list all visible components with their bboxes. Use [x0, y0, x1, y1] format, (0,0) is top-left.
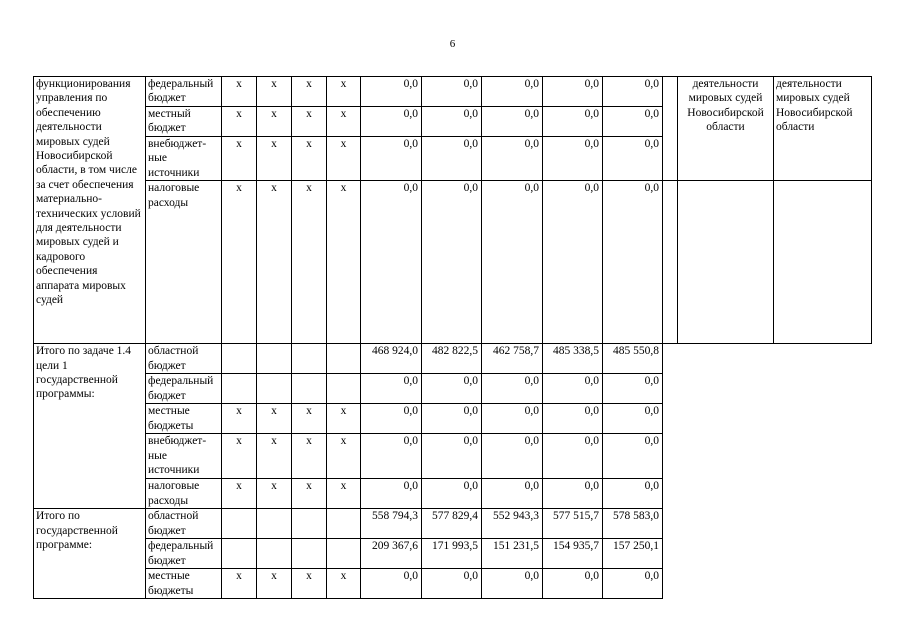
- value-cell: 0,0: [482, 77, 543, 107]
- value-cell: 0,0: [543, 404, 603, 434]
- empty-cell: [678, 181, 774, 344]
- funding-source: федеральный бюджет: [146, 539, 222, 569]
- x-mark: х: [257, 404, 292, 434]
- empty-cell: [222, 344, 257, 374]
- value-cell: 0,0: [543, 137, 603, 181]
- funding-source: местные бюджеты: [146, 569, 222, 599]
- value-cell: 0,0: [603, 77, 663, 107]
- value-cell: 0,0: [543, 374, 603, 404]
- value-cell: 0,0: [603, 434, 663, 479]
- value-cell: 482 822,5: [422, 344, 482, 374]
- x-mark: х: [292, 479, 327, 509]
- executor-cell: деятельности мировых судей Новосибирской области: [774, 77, 872, 181]
- x-mark: х: [327, 77, 361, 107]
- empty-cell: [222, 509, 257, 539]
- value-cell: 0,0: [422, 569, 482, 599]
- x-mark: х: [257, 181, 292, 344]
- value-cell: 0,0: [422, 404, 482, 434]
- value-cell: 558 794,3: [361, 509, 422, 539]
- row-label: функционирования управления по обеспечению деятельности мировых судей Новосибирской области, в том числе за счет обеспечения материально-технических условий для деятельности мировых судей и кадрового обеспечения аппарата мировых судей: [34, 77, 146, 344]
- value-cell: 0,0: [482, 181, 543, 344]
- x-mark: х: [292, 77, 327, 107]
- empty-cell: [292, 509, 327, 539]
- x-mark: х: [292, 434, 327, 479]
- value-cell: 0,0: [422, 479, 482, 509]
- value-cell: 0,0: [543, 434, 603, 479]
- value-cell: 485 550,8: [603, 344, 663, 374]
- value-cell: 577 515,7: [543, 509, 603, 539]
- table-row: [34, 77, 872, 107]
- value-cell: 462 758,7: [482, 344, 543, 374]
- value-cell: 0,0: [422, 77, 482, 107]
- value-cell: 552 943,3: [482, 509, 543, 539]
- x-mark: х: [327, 137, 361, 181]
- empty-cell: [257, 344, 292, 374]
- funding-source: областной бюджет: [146, 344, 222, 374]
- x-mark: х: [222, 404, 257, 434]
- value-cell: 0,0: [422, 374, 482, 404]
- value-cell: 0,0: [603, 479, 663, 509]
- value-cell: 0,0: [603, 374, 663, 404]
- empty-cell: [257, 374, 292, 404]
- value-cell: 0,0: [361, 181, 422, 344]
- value-cell: 0,0: [543, 181, 603, 344]
- value-cell: 0,0: [361, 107, 422, 137]
- value-cell: 0,0: [361, 374, 422, 404]
- value-cell: 0,0: [422, 137, 482, 181]
- funding-source: внебюджет-ные источники: [146, 137, 222, 181]
- executor-cell: деятельности мировых судей Новосибирской области: [678, 77, 774, 181]
- value-cell: 0,0: [482, 374, 543, 404]
- value-cell: 157 250,1: [603, 539, 663, 569]
- value-cell: 0,0: [361, 479, 422, 509]
- x-mark: х: [292, 137, 327, 181]
- value-cell: 0,0: [482, 404, 543, 434]
- x-mark: х: [222, 479, 257, 509]
- x-mark: х: [222, 181, 257, 344]
- blank-area: [663, 344, 872, 599]
- value-cell: 171 993,5: [422, 539, 482, 569]
- value-cell: 0,0: [361, 77, 422, 107]
- value-cell: 209 367,6: [361, 539, 422, 569]
- funding-source: налоговые расходы: [146, 479, 222, 509]
- empty-cell: [327, 539, 361, 569]
- value-cell: 0,0: [361, 569, 422, 599]
- spacer-cell: [663, 77, 678, 181]
- value-cell: 468 924,0: [361, 344, 422, 374]
- x-mark: х: [257, 479, 292, 509]
- x-mark: х: [292, 107, 327, 137]
- value-cell: 0,0: [482, 107, 543, 137]
- page-number: 6: [449, 38, 456, 50]
- value-cell: 0,0: [422, 181, 482, 344]
- empty-cell: [257, 539, 292, 569]
- value-cell: 154 935,7: [543, 539, 603, 569]
- value-cell: 578 583,0: [603, 509, 663, 539]
- empty-cell: [774, 181, 872, 344]
- x-mark: х: [327, 569, 361, 599]
- x-mark: х: [292, 569, 327, 599]
- row-label: Итого по государственной программе:: [34, 509, 146, 599]
- x-mark: х: [327, 434, 361, 479]
- x-mark: х: [327, 107, 361, 137]
- x-mark: х: [292, 181, 327, 344]
- empty-cell: [292, 344, 327, 374]
- x-mark: х: [327, 404, 361, 434]
- value-cell: 485 338,5: [543, 344, 603, 374]
- funding-source: федеральный бюджет: [146, 374, 222, 404]
- empty-cell: [327, 344, 361, 374]
- value-cell: 0,0: [361, 137, 422, 181]
- funding-source: федеральный бюджет: [146, 77, 222, 107]
- value-cell: 0,0: [543, 479, 603, 509]
- x-mark: х: [257, 434, 292, 479]
- x-mark: х: [257, 137, 292, 181]
- empty-cell: [292, 539, 327, 569]
- table-row: [34, 181, 872, 344]
- x-mark: х: [257, 107, 292, 137]
- value-cell: 0,0: [603, 107, 663, 137]
- x-mark: х: [257, 77, 292, 107]
- value-cell: 151 231,5: [482, 539, 543, 569]
- x-mark: х: [222, 107, 257, 137]
- funding-source: налоговые расходы: [146, 181, 222, 344]
- value-cell: 0,0: [482, 479, 543, 509]
- x-mark: х: [222, 137, 257, 181]
- x-mark: х: [327, 479, 361, 509]
- empty-cell: [257, 509, 292, 539]
- spacer-cell: [663, 181, 678, 344]
- value-cell: 0,0: [422, 107, 482, 137]
- value-cell: 0,0: [482, 137, 543, 181]
- value-cell: 0,0: [603, 404, 663, 434]
- x-mark: х: [222, 569, 257, 599]
- x-mark: х: [292, 404, 327, 434]
- x-mark: х: [222, 434, 257, 479]
- table-row: [34, 344, 872, 374]
- value-cell: 0,0: [543, 569, 603, 599]
- x-mark: х: [327, 181, 361, 344]
- empty-cell: [327, 509, 361, 539]
- funding-source: внебюджет-ные источники: [146, 434, 222, 479]
- funding-source: областной бюджет: [146, 509, 222, 539]
- value-cell: 0,0: [603, 181, 663, 344]
- value-cell: 0,0: [361, 404, 422, 434]
- empty-cell: [222, 539, 257, 569]
- value-cell: 0,0: [422, 434, 482, 479]
- empty-cell: [222, 374, 257, 404]
- value-cell: 0,0: [361, 434, 422, 479]
- value-cell: 577 829,4: [422, 509, 482, 539]
- funding-source: местные бюджеты: [146, 404, 222, 434]
- funding-source: местный бюджет: [146, 107, 222, 137]
- value-cell: 0,0: [482, 569, 543, 599]
- value-cell: 0,0: [603, 569, 663, 599]
- row-label: Итого по задаче 1.4 цели 1 государственной программы:: [34, 344, 146, 509]
- value-cell: 0,0: [482, 434, 543, 479]
- x-mark: х: [257, 569, 292, 599]
- value-cell: 0,0: [603, 137, 663, 181]
- value-cell: 0,0: [543, 77, 603, 107]
- empty-cell: [327, 374, 361, 404]
- value-cell: 0,0: [543, 107, 603, 137]
- empty-cell: [292, 374, 327, 404]
- budget-table: [33, 76, 872, 599]
- x-mark: х: [222, 77, 257, 107]
